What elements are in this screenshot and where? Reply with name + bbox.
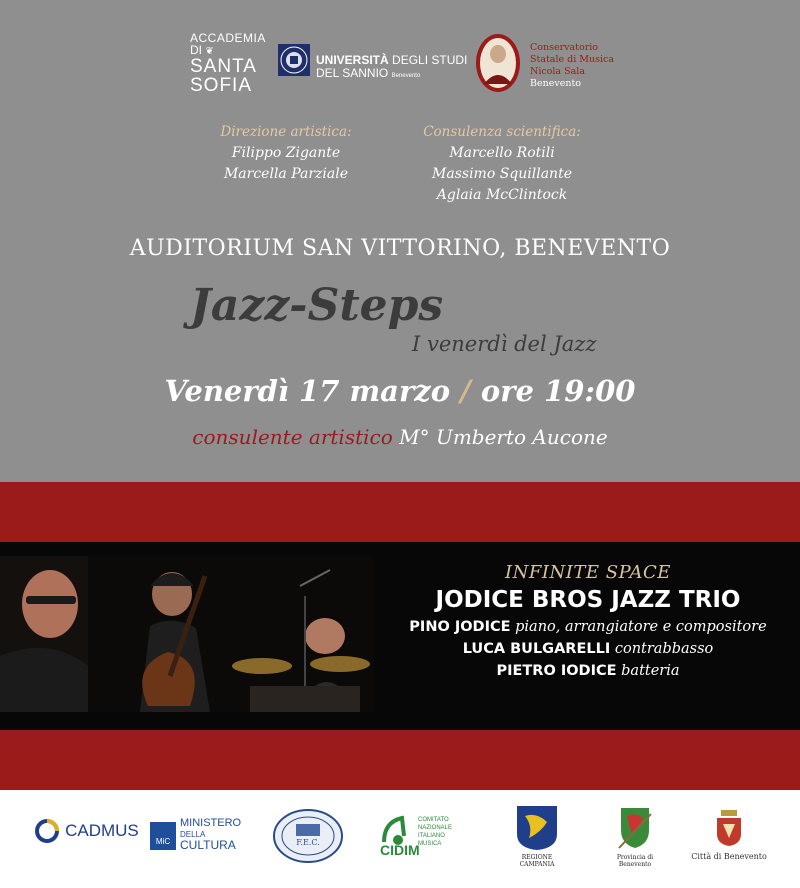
- consulenza-name: Massimo Squillante: [432, 166, 572, 182]
- red-stripe-bottom: [0, 730, 800, 790]
- ministero-line1: MINISTERO: [180, 817, 242, 829]
- venue-title: AUDITORIUM SAN VITTORINO, BENEVENTO: [129, 236, 671, 261]
- conservatorio-line4: Benevento: [530, 78, 581, 89]
- event-date: Venerdì 17 marzo: [164, 374, 451, 408]
- member-name: LUCA BULGARELLI: [462, 641, 611, 657]
- ministero-line2: DELLA: [180, 830, 206, 839]
- ministero-line3: CULTURA: [180, 838, 236, 852]
- member-name: PIETRO IODICE: [496, 663, 617, 679]
- consultant-label: consulente artistico: [192, 425, 393, 449]
- fec-logo: [272, 808, 344, 868]
- provincia-crest-icon: [615, 804, 655, 852]
- member-row: [388, 663, 788, 679]
- ministero-text: [180, 818, 260, 851]
- cidim-text: CIDIM: [380, 842, 420, 858]
- member-row: [388, 641, 788, 657]
- credits-direzione: [200, 122, 372, 185]
- mic-badge: MiC: [150, 822, 176, 850]
- cadmus-logo: [34, 818, 139, 844]
- cidim-line4: MUSICA: [418, 841, 442, 847]
- consulenza-name: Aglaia McClintock: [436, 187, 568, 203]
- accademia-logo: [190, 32, 266, 95]
- citta-crest-icon: [712, 808, 746, 848]
- date-separator: /: [460, 374, 471, 408]
- university-seal-icon: [276, 42, 312, 78]
- member-name: PINO JODICE: [409, 619, 511, 635]
- cadmus-text: CADMUS: [65, 821, 139, 840]
- cidim-line2: NAZIONALE: [418, 825, 453, 831]
- member-role: batteria: [621, 663, 680, 679]
- provincia-text: Provincia di Benevento: [616, 854, 654, 868]
- fec-seal-icon: [272, 808, 344, 864]
- cadmus-ring-icon: [34, 818, 60, 844]
- pianist-figure: [0, 556, 88, 712]
- campania-shield-icon: [515, 804, 559, 852]
- conservatorio-line1: Conservatorio: [530, 42, 599, 53]
- member-role: contrabbasso: [614, 641, 714, 657]
- university-city: Benevento: [391, 73, 421, 79]
- conservatorio-line3: Nicola Sala: [530, 66, 585, 77]
- band-info: [388, 562, 788, 679]
- direzione-name: Filippo Zigante: [231, 145, 341, 161]
- provincia-logo: [600, 804, 670, 868]
- cidim-line3: ITALIANO: [418, 833, 445, 839]
- conservatorio-text: [530, 42, 614, 90]
- accademia-line3: SANTA: [190, 56, 257, 77]
- university-line2: [316, 67, 467, 83]
- citta-text: Città di Benevento: [691, 852, 767, 861]
- conservatorio-line2: Statale di Musica: [530, 54, 615, 65]
- accademia-line4: SOFIA: [190, 75, 253, 96]
- event-subtitle: I venerdì del Jazz: [412, 332, 597, 356]
- university-name-a: UNIVERSITÀ: [316, 53, 389, 67]
- band-name: JODICE BROS JAZZ TRIO: [435, 587, 741, 613]
- regione-campania-logo: [508, 804, 566, 868]
- direzione-heading: Direzione artistica:: [220, 124, 352, 140]
- red-stripe-top: [0, 482, 800, 542]
- university-logo-text: [316, 54, 467, 83]
- ornament-icon: ❦: [205, 46, 214, 57]
- musicians-photo: [0, 556, 374, 712]
- fec-text: F.E.C.: [296, 838, 320, 847]
- conservatorio-medallion-icon: [474, 32, 522, 94]
- member-role: piano, arrangiatore e compositore: [515, 619, 767, 635]
- credits-consulenza: [412, 122, 592, 206]
- university-sannio: DEL SANNIO: [316, 66, 389, 80]
- accademia-line2: DI: [190, 43, 202, 57]
- artistic-consultant: [0, 425, 800, 449]
- event-time: ore 19:00: [480, 374, 636, 408]
- consultant-name: M° Umberto Aucone: [399, 425, 608, 449]
- regione-text: REGIONE CAMPANIA: [519, 854, 555, 868]
- direzione-name: Marcella Parziale: [223, 166, 349, 182]
- member-row: [388, 619, 788, 635]
- cidim-line1: COMITATO: [418, 817, 449, 823]
- university-name-b: DEGLI STUDI: [392, 53, 468, 67]
- event-datetime: [0, 374, 800, 408]
- project-name: INFINITE SPACE: [505, 562, 671, 583]
- citta-logo: [688, 808, 770, 861]
- event-title: Jazz-Steps: [190, 280, 444, 331]
- consulenza-name: Marcello Rotili: [449, 145, 555, 161]
- consulenza-heading: Consulenza scientifica:: [423, 124, 581, 140]
- accademia-line1: ACCADEMIA: [190, 31, 266, 45]
- cidim-subtext: [418, 816, 478, 848]
